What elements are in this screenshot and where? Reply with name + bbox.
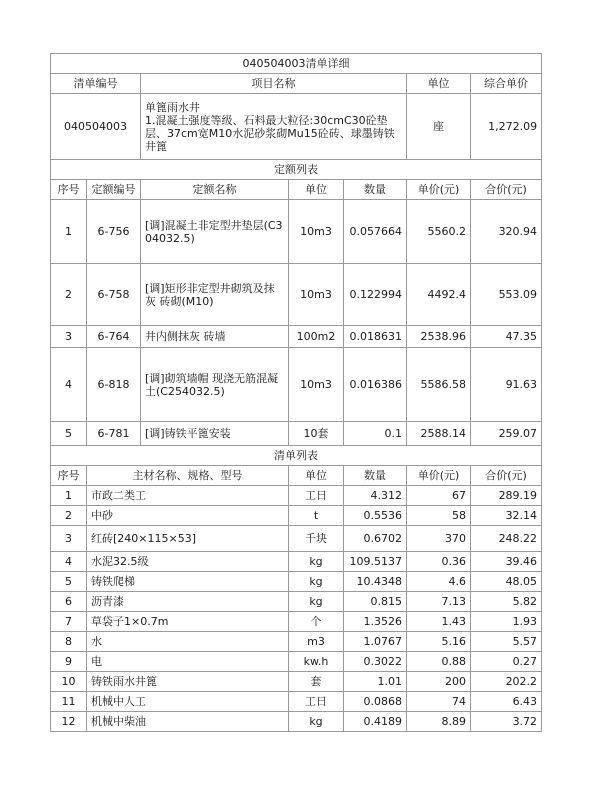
table-title: 040504003清单详细 <box>51 54 542 74</box>
quota-header-total: 合价(元) <box>471 180 542 200</box>
material-total: 3.72 <box>471 712 542 732</box>
quota-no: 4 <box>51 348 87 422</box>
quota-no: 5 <box>51 422 87 446</box>
material-unit: 个 <box>289 612 344 632</box>
material-no: 10 <box>51 672 87 692</box>
material-total: 248.22 <box>471 526 542 552</box>
material-total: 1.93 <box>471 612 542 632</box>
quota-header-qty: 数量 <box>344 180 407 200</box>
material-total: 32.14 <box>471 506 542 526</box>
material-unit: kg <box>289 592 344 612</box>
quota-no: 1 <box>51 200 87 264</box>
material-no: 4 <box>51 552 87 572</box>
material-price: 0.88 <box>407 652 471 672</box>
material-total: 48.05 <box>471 572 542 592</box>
material-no: 6 <box>51 592 87 612</box>
material-name: 中砂 <box>87 506 289 526</box>
quota-unit: 10套 <box>289 422 344 446</box>
material-row <box>51 712 542 732</box>
header-name: 项目名称 <box>141 74 407 94</box>
material-row <box>51 652 542 672</box>
material-name: 电 <box>87 652 289 672</box>
quota-code: 6-756 <box>87 200 141 264</box>
material-total: 202.2 <box>471 672 542 692</box>
material-no: 5 <box>51 572 87 592</box>
material-unit: kg <box>289 712 344 732</box>
material-qty: 0.4189 <box>344 712 407 732</box>
quota-qty: 0.057664 <box>344 200 407 264</box>
material-unit: 套 <box>289 672 344 692</box>
material-unit: kw.h <box>289 652 344 672</box>
quota-header-row <box>51 180 542 200</box>
material-total: 39.46 <box>471 552 542 572</box>
material-qty: 1.3526 <box>344 612 407 632</box>
quota-unit: 100m2 <box>289 326 344 348</box>
material-total: 6.43 <box>471 692 542 712</box>
quota-header-code: 定额编号 <box>87 180 141 200</box>
materials-header-no: 序号 <box>51 466 87 486</box>
material-name: 机械中柴油 <box>87 712 289 732</box>
material-price: 74 <box>407 692 471 712</box>
materials-header-price: 单价(元) <box>407 466 471 486</box>
material-total: 289.19 <box>471 486 542 506</box>
material-price: 7.13 <box>407 592 471 612</box>
quota-total: 259.07 <box>471 422 542 446</box>
material-name: 沥青漆 <box>87 592 289 612</box>
quota-header-price: 单价(元) <box>407 180 471 200</box>
material-unit: kg <box>289 552 344 572</box>
material-row <box>51 486 542 506</box>
material-row <box>51 506 542 526</box>
quota-price: 2588.14 <box>407 422 471 446</box>
bill-header-row <box>51 74 542 94</box>
material-qty: 1.0767 <box>344 632 407 652</box>
quota-row <box>51 348 542 422</box>
material-qty: 0.6702 <box>344 526 407 552</box>
material-row <box>51 572 542 592</box>
quota-unit: 10m3 <box>289 200 344 264</box>
material-price: 1.43 <box>407 612 471 632</box>
material-price: 0.36 <box>407 552 471 572</box>
material-no: 11 <box>51 692 87 712</box>
material-row <box>51 692 542 712</box>
quota-header-name: 定额名称 <box>141 180 289 200</box>
material-price: 200 <box>407 672 471 692</box>
item-code: 040504003 <box>51 94 141 160</box>
material-row <box>51 592 542 612</box>
material-name: 机械中人工 <box>87 692 289 712</box>
materials-header-row <box>51 466 542 486</box>
material-row <box>51 672 542 692</box>
quota-qty: 0.018631 <box>344 326 407 348</box>
item-desc: 1.混凝土强度等级、石料最大粒径:30cmC30砼垫层、37cm宽M10水泥砂浆砌Mu15砼砖、球墨铸铁井篦 <box>145 113 395 153</box>
material-price: 4.6 <box>407 572 471 592</box>
quota-name: [调]混凝土非定型井垫层(C304032.5) <box>141 200 289 264</box>
material-unit: m3 <box>289 632 344 652</box>
material-qty: 109.5137 <box>344 552 407 572</box>
quota-unit: 10m3 <box>289 348 344 422</box>
quota-total: 91.63 <box>471 348 542 422</box>
quota-row <box>51 200 542 264</box>
material-unit: t <box>289 506 344 526</box>
material-name: 水泥32.5级 <box>87 552 289 572</box>
material-name: 水 <box>87 632 289 652</box>
quota-price: 2538.96 <box>407 326 471 348</box>
material-total: 5.82 <box>471 592 542 612</box>
item-unit: 座 <box>407 94 471 160</box>
material-no: 2 <box>51 506 87 526</box>
quota-price: 5560.2 <box>407 200 471 264</box>
material-no: 1 <box>51 486 87 506</box>
quota-header-unit: 单位 <box>289 180 344 200</box>
quota-code: 6-781 <box>87 422 141 446</box>
material-row <box>51 552 542 572</box>
quota-total: 47.35 <box>471 326 542 348</box>
material-no: 3 <box>51 526 87 552</box>
material-price: 58 <box>407 506 471 526</box>
quota-section-title: 定额列表 <box>51 160 542 180</box>
material-row <box>51 632 542 652</box>
material-row <box>51 612 542 632</box>
materials-header-unit: 单位 <box>289 466 344 486</box>
material-qty: 0.5536 <box>344 506 407 526</box>
item-name: 单篦雨水井 <box>145 100 200 114</box>
material-price: 5.16 <box>407 632 471 652</box>
quota-code: 6-758 <box>87 264 141 326</box>
material-no: 9 <box>51 652 87 672</box>
quota-total: 553.09 <box>471 264 542 326</box>
quota-name: [调]砌筑墙帽 现浇无筋混凝土(C254032.5) <box>141 348 289 422</box>
material-name: 草袋子1×0.7m <box>87 612 289 632</box>
material-qty: 10.4348 <box>344 572 407 592</box>
material-total: 0.27 <box>471 652 542 672</box>
quota-row <box>51 264 542 326</box>
materials-section-title: 清单列表 <box>51 446 542 466</box>
header-code: 清单编号 <box>51 74 141 94</box>
material-qty: 0.0868 <box>344 692 407 712</box>
material-no: 7 <box>51 612 87 632</box>
material-qty: 1.01 <box>344 672 407 692</box>
material-qty: 0.3022 <box>344 652 407 672</box>
header-price: 综合单价 <box>471 74 542 94</box>
quota-row <box>51 326 542 348</box>
quota-name: [调]铸铁平篦安装 <box>141 422 289 446</box>
material-name: 市政二类工 <box>87 486 289 506</box>
material-row <box>51 526 542 552</box>
quota-row <box>51 422 542 446</box>
quota-qty: 0.016386 <box>344 348 407 422</box>
header-unit: 单位 <box>407 74 471 94</box>
quota-unit: 10m3 <box>289 264 344 326</box>
material-unit: 工日 <box>289 486 344 506</box>
quota-qty: 0.122994 <box>344 264 407 326</box>
materials-header-qty: 数量 <box>344 466 407 486</box>
materials-header-total: 合价(元) <box>471 466 542 486</box>
quota-price: 5586.58 <box>407 348 471 422</box>
material-no: 8 <box>51 632 87 652</box>
material-price: 8.89 <box>407 712 471 732</box>
quota-name: [调]矩形非定型井砌筑及抹灰 砖砌(M10) <box>141 264 289 326</box>
material-price: 370 <box>407 526 471 552</box>
quota-qty: 0.1 <box>344 422 407 446</box>
item-description <box>141 94 407 160</box>
quota-header-no: 序号 <box>51 180 87 200</box>
materials-body <box>51 486 542 732</box>
material-name: 铸铁雨水井篦 <box>87 672 289 692</box>
material-unit: 千块 <box>289 526 344 552</box>
quota-name: 井内侧抹灰 砖墙 <box>141 326 289 348</box>
material-price: 67 <box>407 486 471 506</box>
quota-total: 320.94 <box>471 200 542 264</box>
item-price: 1,272.09 <box>471 94 542 160</box>
material-qty: 0.815 <box>344 592 407 612</box>
bill-detail-table <box>50 53 542 732</box>
quota-code: 6-818 <box>87 348 141 422</box>
materials-header-name: 主材名称、规格、型号 <box>87 466 289 486</box>
quota-no: 2 <box>51 264 87 326</box>
material-name: 红砖[240×115×53] <box>87 526 289 552</box>
bill-item-row <box>51 94 542 160</box>
material-qty: 4.312 <box>344 486 407 506</box>
material-unit: kg <box>289 572 344 592</box>
quota-price: 4492.4 <box>407 264 471 326</box>
material-unit: 工日 <box>289 692 344 712</box>
quota-code: 6-764 <box>87 326 141 348</box>
quota-no: 3 <box>51 326 87 348</box>
material-name: 铸铁爬梯 <box>87 572 289 592</box>
material-total: 5.57 <box>471 632 542 652</box>
material-no: 12 <box>51 712 87 732</box>
